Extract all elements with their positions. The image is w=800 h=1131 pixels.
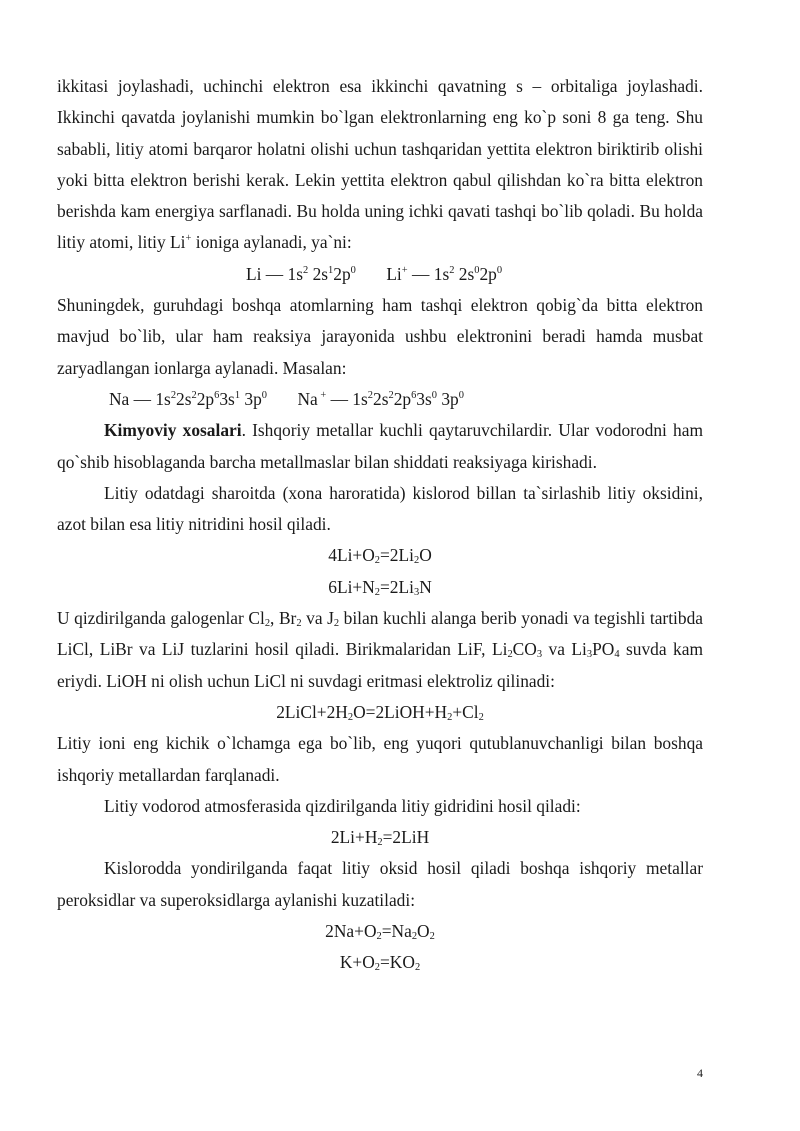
page-number: 4 xyxy=(697,1066,703,1080)
paragraph-lithium-ion: Litiy ioni eng kichik o`lchamga ega bo`lib, eng yuqori qutublanuvchanligi bilan boshqa ishqoriy metallardan farqlanadi. xyxy=(57,733,703,785)
paragraph-lithium-hydride: Litiy vodorod atmosferasida qizdirilganda litiy gidridini hosil qiladi: xyxy=(104,795,581,816)
equation-sodium-peroxide: $2Na+O_2=Na_2O_2$ xyxy=(325,921,435,943)
paragraph-chemical-properties: Kimyoviy xosalari. Ishqoriy metallar kuchli qaytaruvchilardir. Ular vodorodni ham qo`shib hisoblaganda barcha metallmaslar bilan shiddati reaksiyaga kirishadi. xyxy=(57,420,703,472)
paragraph-halogens: U qizdirilganda galogenlar $Cl_2$, $Br_2$ va $J_2$ bilan kuchli alanga berib yonadi va tegishli tartibda LiCl, LiBr va LiJ tuzlarini hosil qiladi. Birikmalaridan LiF, $Li_2CO_3$ va $Li_3PO_4$ suvda kam eriydi. LiOH ni olish uchun LiCl ni suvdagi eritmasi elektroliz qilinadi: xyxy=(57,608,703,691)
document-page xyxy=(57,71,703,979)
paragraph-oxygen-combustion: Kislorodda yondirilganda faqat litiy oksid hosil qiladi boshqa ishqoriy metallar peroksidlar va superoksidlarga aylanishi kuzatiladi: xyxy=(57,858,703,910)
equation-lithium-hydride: $2Li+H_2=2LiH$ xyxy=(330,827,430,849)
paragraph-lithium-oxygen: Litiy odatdagi sharoitda (xona haroratida) kislorod billan ta`sirlashib litiy oksidini, azot bilan esa litiy nitridini hosil qiladi. xyxy=(57,482,703,535)
paragraph-group-atoms: Shuningdek, guruhdagi boshqa atomlarning ham tashqi elektron qobig`da bitta elektron mavjud bo`lib, ular ham reaksiya jarayonida ushbu elektronini beradi hamda musbat zaryadlangan ionlarga aylanadi. Masalan: xyxy=(57,295,703,378)
equation-lithium-oxide: $4Li+O_2=2Li_2O$ xyxy=(328,545,432,567)
lithium-electron-configuration: Li — $1s^2$ $2s^12p^0$ Li+ — $1s^2$ $2s^02p^0$ xyxy=(246,263,503,284)
section-heading: Kimyoviy xosalari xyxy=(104,420,242,441)
equation-electrolysis: $2LiCl+2H_2O=2LiOH+H_2+Cl_2$ xyxy=(276,701,484,724)
paragraph-lithium-electrons: ikkitasi joylashadi, uchinchi elektron esa ikkinchi qavatning s – orbitaliga joylashadi. Ikkinchi qavatda joylanishi mumkin bo`lgan elektronlarning eng ko`p soni 8 ga teng. Shu sababli, litiy atomi barqaror holatni olishi uchun tashqaridan yettita elektron biriktirib olishi yoki bitta elektron berishi kerak. Lekin yettita elektron qabul qilishdan ko`ra bitta elektron berishda kam energiya sarflanadi. Bu holda uning ichki qavati tashqi bo`lib qoladi. Bu holda litiy atomi, litiy Li+ ioniga aylanadi, ya`ni: xyxy=(57,76,703,253)
equation-potassium-superoxide: $K+O_2=KO_2$ xyxy=(339,952,421,974)
sodium-electron-configuration: Na — $1s^22s^22p^63s^1$ $3p^0$ Na + — $1s^22s^22p^63s^0$ $3p^0$ xyxy=(109,388,464,409)
equation-lithium-nitride: $6Li+N_2=2Li_3N$ xyxy=(328,576,432,598)
